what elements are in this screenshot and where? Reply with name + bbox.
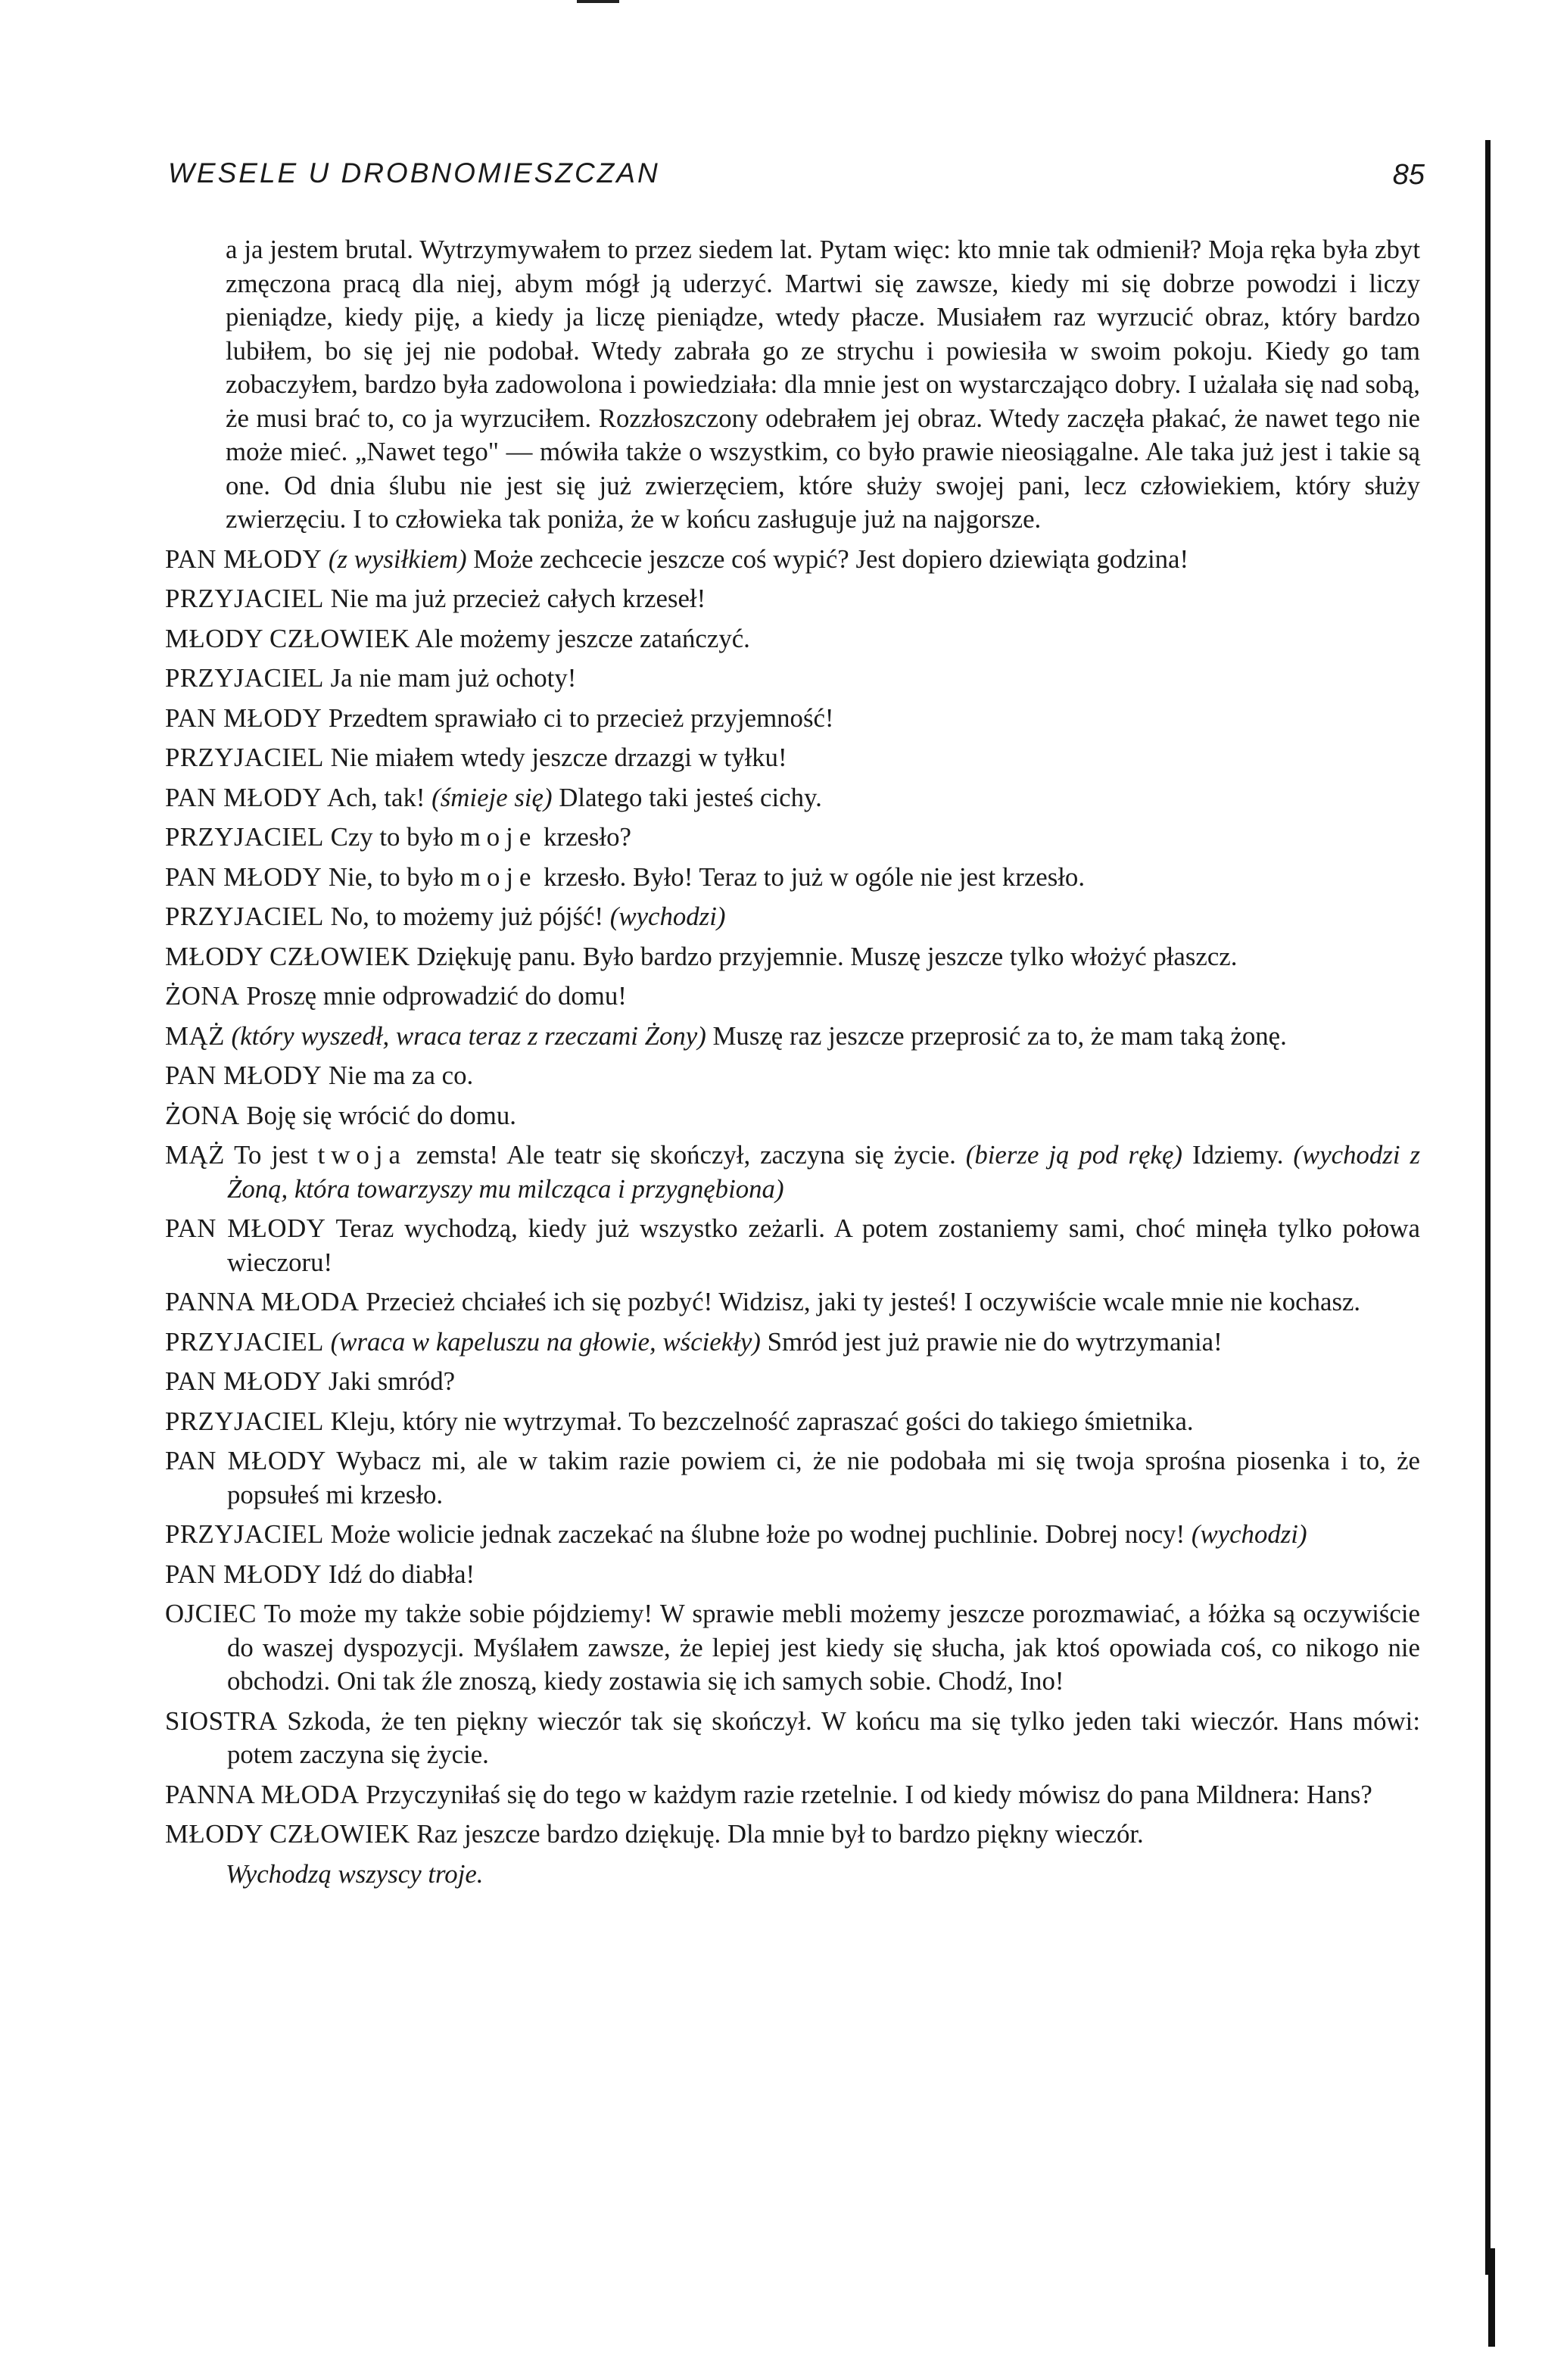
- speaker-name: SIOSTRA: [165, 1706, 278, 1736]
- dialogue-line: [165, 1597, 1420, 1699]
- dialogue-line: [165, 980, 1420, 1014]
- dialogue-line: [165, 1326, 1420, 1360]
- speaker-name: PAN MŁODY: [165, 702, 322, 733]
- monologue-continuation: [165, 233, 1420, 537]
- dialogue-line: [165, 1059, 1420, 1093]
- line-text: [324, 1327, 331, 1357]
- dialogue-line: [165, 1558, 1420, 1592]
- line-text: Idziemy.: [1182, 1140, 1294, 1170]
- dialogue-line: [165, 821, 1420, 855]
- speaker-name: MŁODY CZŁOWIEK: [165, 623, 410, 653]
- speaker-name: ŻONA: [165, 981, 240, 1011]
- line-text: [322, 544, 329, 574]
- line-text: a ja jestem brutal. Wytrzymywałem to przez siedem lat. Pytam więc: kto mnie tak odmienił? Moja ręka była zbyt zmęczona pracą dla niej, abym mógł ją uderzyć. Martwi się zawsze, kiedy mi się dobrze powodzi i liczy pieniądze, kiedy piję, a kiedy ja liczę pieniądze, wtedy płacze. Musiałem raz wyrzucić obraz, który bardzo lubiłem, bo się jej nie podobał. Wtedy zabrała go ze strychu i powiesiła w swoim pokoju. Kiedy go tam zobaczyłem, bardzo była zadowolona i powiedziała: dla mnie jest on wystarczająco dobry. I użalała się nad sobą, że musi brać to, co ja wyrzuciłem. Rozzłoszczony odebrałem jej obraz. Wtedy zaczęła płakać, że nawet tego nie może mieć. „Nawet tego" — mówiła także o wszystkim, co było prawie nieosiągalne. Ale taka już jest i takie są one. Od dnia ślubu nie jest się już zwierzęciem, które służy swojej pani, lecz człowiekiem, który służy zwierzęciu. I to człowieka tak poniża, że w końcu zasługuje już na najgorsze.: [226, 235, 1420, 534]
- scan-speck: [1488, 2248, 1495, 2347]
- speaker-name: PAN MŁODY: [165, 782, 322, 812]
- speaker-name: MŁODY CZŁOWIEK: [165, 941, 410, 971]
- line-text: Czy to było: [323, 822, 460, 852]
- dialogue-line: [165, 900, 1420, 934]
- speaker-name: PAN MŁODY: [165, 1061, 322, 1090]
- speaker-name: PAN MŁODY: [165, 1213, 326, 1243]
- line-text: Dlatego taki jesteś cichy.: [552, 782, 822, 812]
- dialogue-line: [165, 1518, 1420, 1552]
- line-text: Szkoda, że ten piękny wieczór tak się skończył. W końcu ma się tylko jeden taki wieczór. Hans mówi: potem zaczyna się życie.: [227, 1706, 1420, 1769]
- line-text: Smród jest już prawie nie do wytrzymania!: [760, 1326, 1223, 1357]
- line-text: Przyczyniłaś się do tego w każdym razie rzetelnie. I od kiedy mówisz do pana Mildnera: Hans?: [359, 1779, 1372, 1809]
- stage-direction: (bierze ją pod rękę): [965, 1140, 1183, 1170]
- speaker-name: PRZYJACIEL: [165, 1326, 324, 1357]
- dialogue-line: [165, 702, 1420, 736]
- line-text: Może wolicie jednak zaczekać na ślubne łoże po wodnej puchlinie. Dobrej nocy!: [323, 1519, 1192, 1549]
- line-text: Idź do diabła!: [322, 1559, 475, 1589]
- stage-direction: (który wyszedł, wraca teraz z rzeczami Żony): [231, 1020, 706, 1051]
- speaker-name: MĄŻ: [165, 1020, 225, 1051]
- dialogue-line: [165, 1020, 1420, 1054]
- page-number: 85: [1392, 159, 1425, 191]
- dialogue-line: [165, 781, 1420, 815]
- speaker-name: PRZYJACIEL: [165, 1406, 324, 1436]
- line-text: Dziękuję panu. Było bardzo przyjemnie. Muszę jeszcze tylko włożyć płaszcz.: [410, 941, 1238, 971]
- line-text: Nie miałem wtedy jeszcze drzazgi w tyłku!: [323, 743, 787, 772]
- speaker-name: PAN MŁODY: [165, 861, 322, 892]
- stage-direction: (wychodzi): [1191, 1519, 1307, 1549]
- speaker-name: PAN MŁODY: [165, 1366, 322, 1396]
- line-text: To może my także sobie pójdziemy! W sprawie mebli możemy jeszcze porozmawiać, a łóżka są oczywiście do waszej dyspozycji. Myślałem zawsze, że lepiej jest kiedy się słucha, jak ktoś opowiada coś, co nikogo nie obchodzi. Oni tak źle znoszą, kiedy zostawia się ich samych sobie. Chodź, Ino!: [227, 1599, 1420, 1696]
- line-text: Ale możemy jeszcze zatańczyć.: [410, 623, 750, 653]
- dialogue-line: [165, 1444, 1420, 1512]
- stage-direction: Wychodzą wszyscy troje.: [226, 1858, 484, 1889]
- line-text: krzesło. Było! Teraz to już w ogóle nie jest krzesło.: [537, 861, 1086, 892]
- line-text: No, to możemy już pójść!: [323, 902, 610, 931]
- speaker-name: PRZYJACIEL: [165, 902, 324, 931]
- speaker-name: PRZYJACIEL: [165, 822, 324, 852]
- speaker-name: PRZYJACIEL: [165, 584, 324, 613]
- line-text: Muszę raz jeszcze przeprosić za to, że mam taką żonę.: [706, 1020, 1287, 1051]
- dialogue-line: [165, 662, 1420, 696]
- line-text: Teraz wychodzą, kiedy już wszystko zeżarli. A potem zostaniemy sami, choć minęła tylko połowa wieczoru!: [227, 1213, 1420, 1277]
- speaker-name: PAN MŁODY: [165, 1559, 322, 1589]
- speaker-name: MĄŻ: [165, 1140, 225, 1170]
- stage-direction: (wychodzi z Żoną, która towarzyszy mu milcząca i przygnębiona): [227, 1140, 1420, 1204]
- speaker-name: MŁODY CZŁOWIEK: [165, 1819, 410, 1849]
- stage-direction: (wraca w kapeluszu na głowie, wściekły): [330, 1326, 761, 1357]
- dialogue-line: [165, 582, 1420, 616]
- line-text: Nie, to było: [322, 861, 460, 892]
- speaker-name: ŻONA: [165, 1100, 240, 1130]
- speaker-name: PAN MŁODY: [165, 1446, 326, 1475]
- dialogue-line: [165, 1405, 1420, 1439]
- line-text: Przecież chciałeś ich się pozbyć! Widzisz, jaki ty jesteś! I oczywiście wcale mnie nie kochasz.: [359, 1287, 1361, 1316]
- speaker-name: PANNA MŁODA: [165, 1287, 360, 1316]
- line-text: [225, 1021, 232, 1051]
- line-text: Nie ma już przecież całych krzeseł!: [323, 584, 706, 613]
- line-text: Proszę mnie odprowadzić do domu!: [239, 981, 627, 1011]
- stage-direction: (wychodzi): [609, 902, 726, 931]
- dialogue-line: [165, 1818, 1420, 1852]
- line-text: To jest: [224, 1140, 318, 1170]
- dialogue-line: [165, 1778, 1420, 1812]
- dialogue-line: [165, 1099, 1420, 1133]
- dialogue-line: [165, 1365, 1420, 1399]
- line-text: krzesło?: [537, 822, 631, 852]
- emphasized-word: twoja: [317, 1140, 407, 1170]
- stage-direction-paragraph: [165, 1858, 1420, 1892]
- line-text: Może zechcecie jeszcze coś wypić? Jest dopiero dziewiąta godzina!: [466, 544, 1189, 574]
- speaker-name: PRZYJACIEL: [165, 1519, 324, 1549]
- speaker-name: PRZYJACIEL: [165, 663, 324, 693]
- line-text: Nie ma za co.: [322, 1061, 474, 1090]
- running-title: WESELE U DROBNOMIESZCZAN: [168, 157, 660, 188]
- scan-edge-line: [1485, 140, 1491, 2275]
- dialogue-line: [165, 1139, 1420, 1206]
- stage-direction: (z wysiłkiem): [328, 544, 467, 574]
- line-text: Raz jeszcze bardzo dziękuję. Dla mnie był to bardzo piękny wieczór.: [410, 1819, 1144, 1849]
- play-text: [165, 233, 1420, 1897]
- dialogue-line: [165, 861, 1420, 895]
- emphasized-word: moje: [459, 861, 537, 892]
- dialogue-line: [165, 543, 1420, 577]
- line-text: Przedtem sprawiało ci to przecież przyjemność!: [322, 702, 834, 733]
- dialogue-line: [165, 1285, 1420, 1319]
- emphasized-word: moje: [459, 822, 537, 852]
- line-text: Boję się wrócić do domu.: [239, 1100, 516, 1130]
- line-text: Kleju, który nie wytrzymał. To bezczelność zapraszać gości do takiego śmietnika.: [323, 1406, 1194, 1436]
- dialogue-line: [165, 1705, 1420, 1772]
- line-text: Wybacz mi, ale w takim razie powiem ci, że nie podobała mi się twoja sprośna piosenka i to, że popsułeś mi krzesło.: [227, 1446, 1420, 1509]
- dialogue-line: [165, 940, 1420, 974]
- line-text: Ja nie mam już ochoty!: [323, 663, 577, 693]
- line-text: zemsta! Ale teatr się skończył, zaczyna się życie.: [406, 1140, 966, 1170]
- stage-direction: (śmieje się): [431, 782, 553, 812]
- speaker-name: PRZYJACIEL: [165, 743, 324, 772]
- speaker-name: PANNA MŁODA: [165, 1779, 360, 1809]
- speaker-name: PAN MŁODY: [165, 544, 322, 574]
- speaker-name: OJCIEC: [165, 1599, 257, 1628]
- dialogue-line: [165, 622, 1420, 656]
- page-header: [168, 151, 1425, 204]
- scan-mark-top: [577, 0, 619, 3]
- line-text: Ach, tak!: [322, 782, 432, 812]
- dialogue-line: [165, 741, 1420, 775]
- dialogue-line: [165, 1212, 1420, 1279]
- line-text: Jaki smród?: [322, 1366, 456, 1396]
